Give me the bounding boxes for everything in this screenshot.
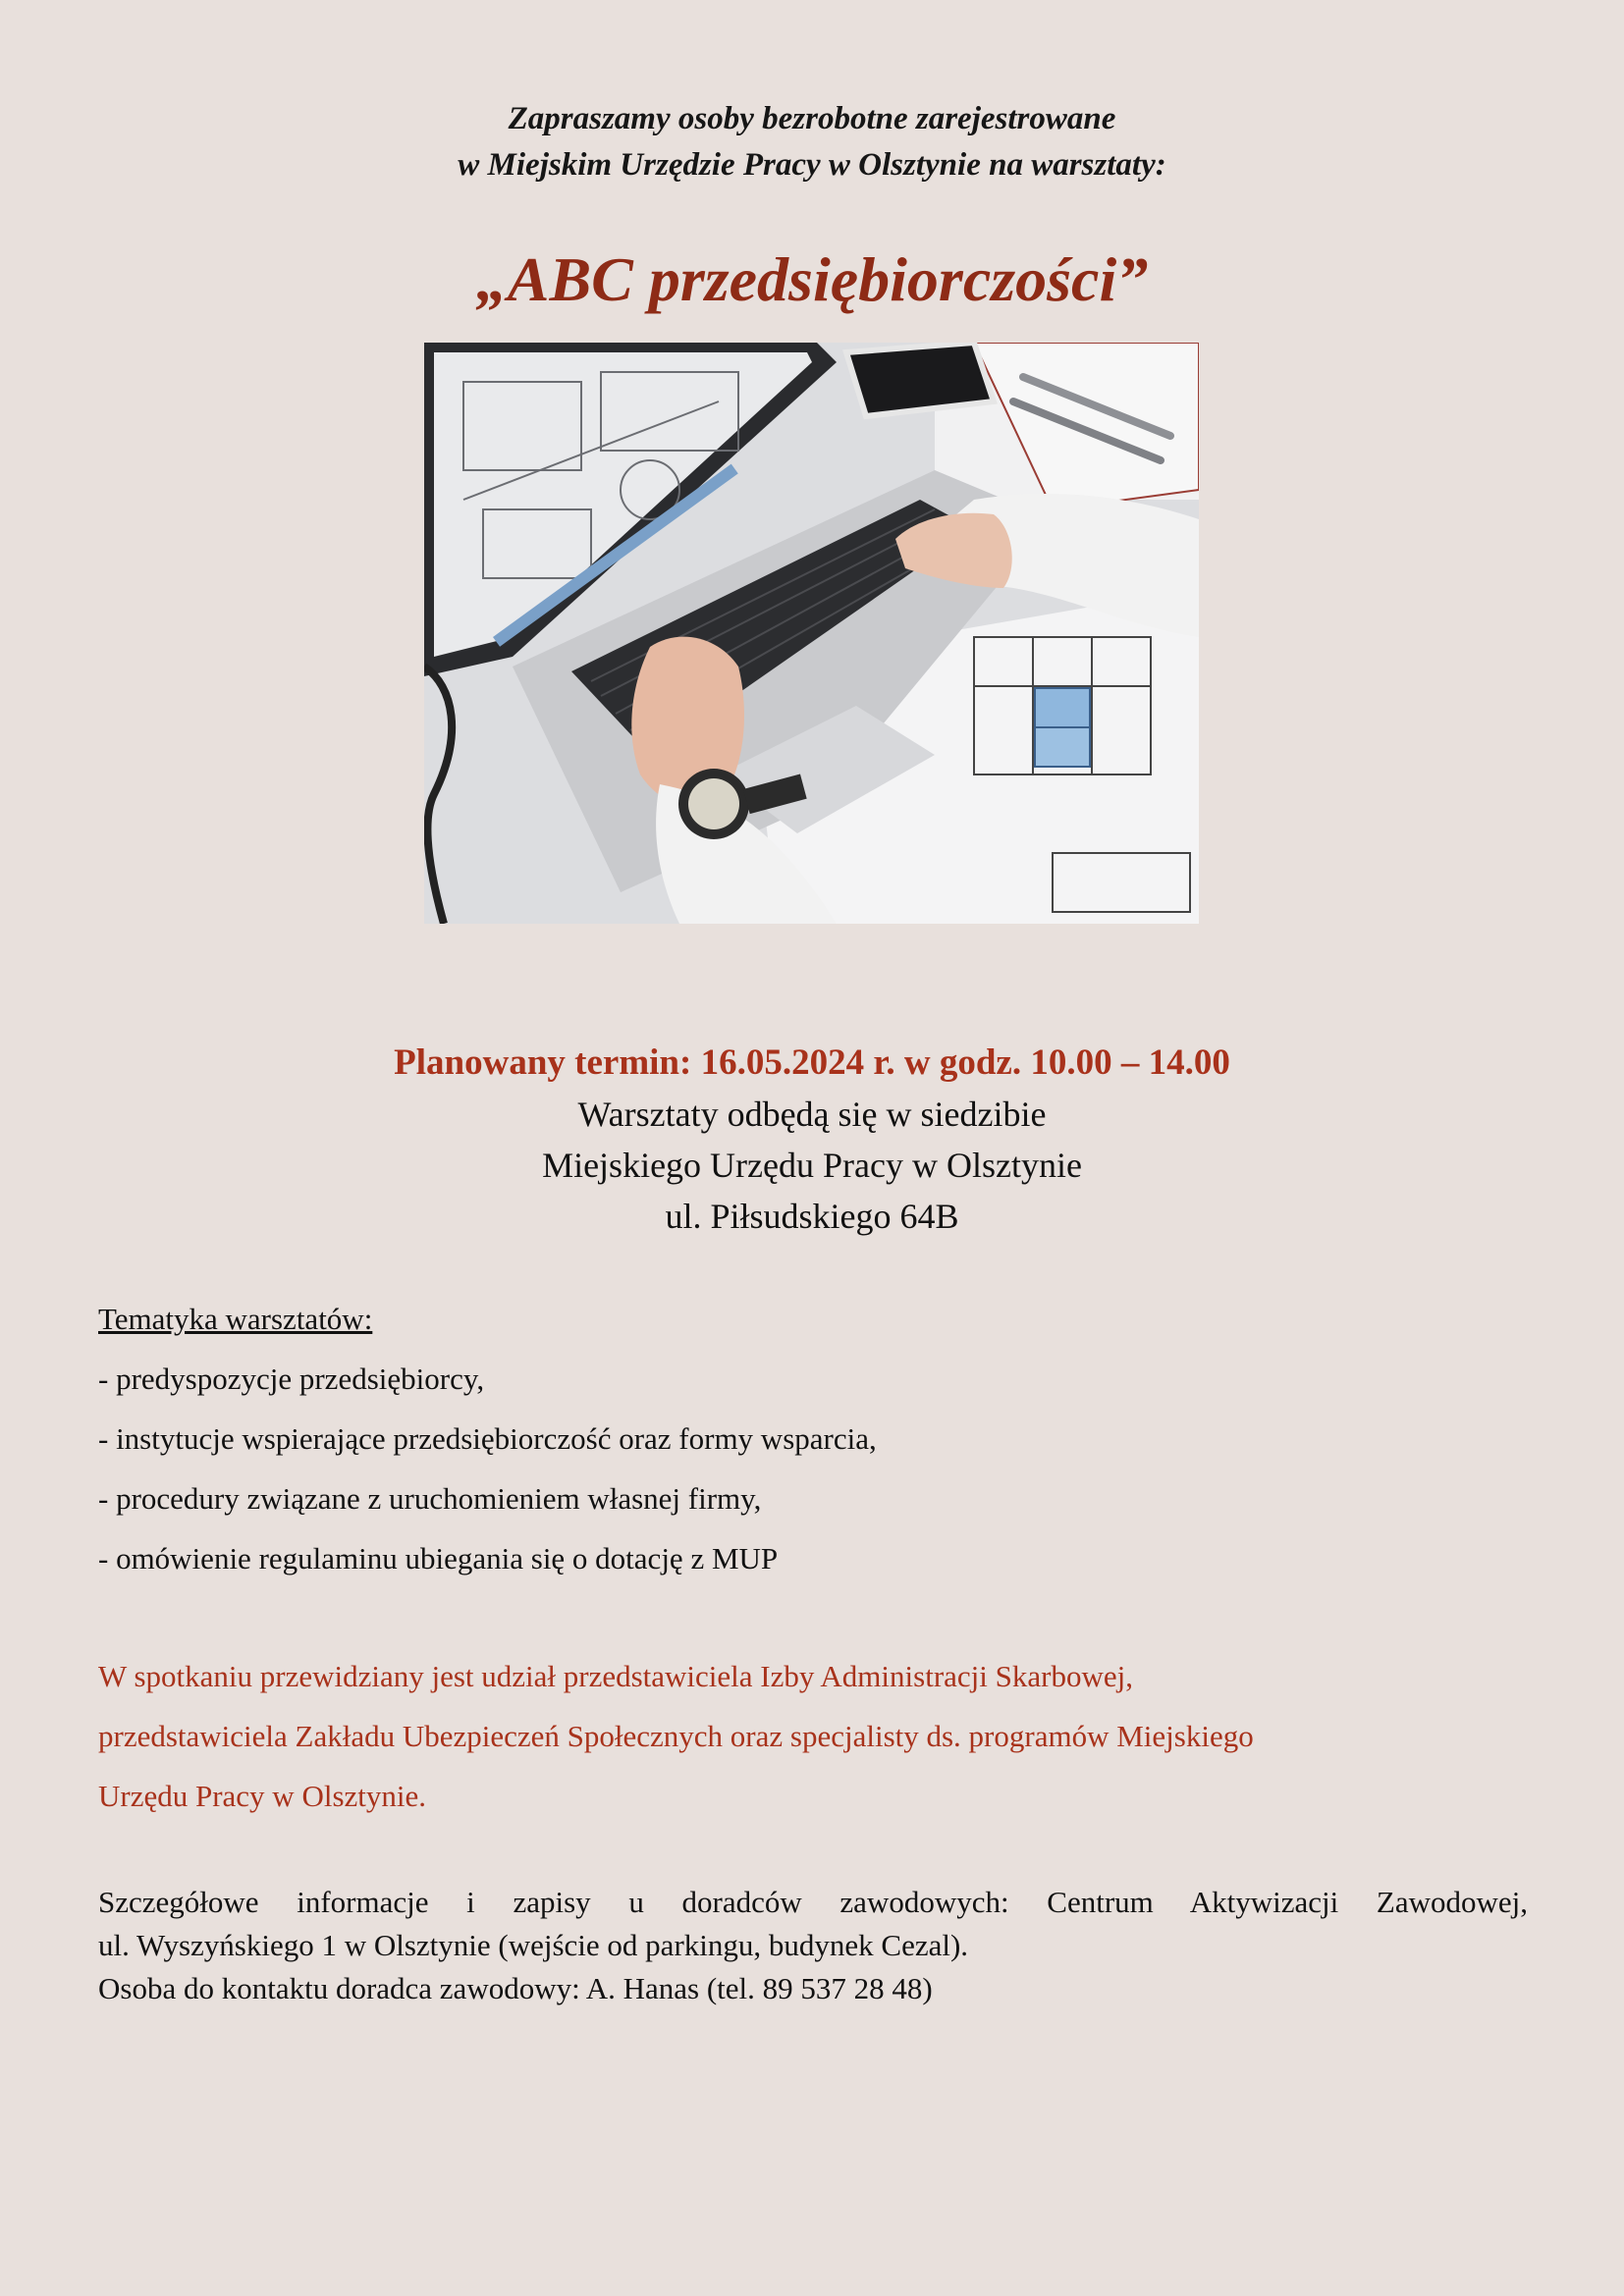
topics-section bbox=[98, 1298, 1532, 1597]
venue-line-2: Miejskiego Urzędu Pracy w Olsztynie bbox=[542, 1146, 1082, 1185]
details-line: ul. Wyszyńskiego 1 w Olsztynie (wejście od parkingu, budynek Cezal). bbox=[98, 1928, 969, 1962]
note-line: przedstawiciela Zakładu Ubezpieczeń Społecznych oraz specjalisty ds. programów Miejskiego bbox=[98, 1719, 1254, 1753]
contact-details bbox=[98, 1881, 1528, 2010]
intro-text bbox=[0, 96, 1624, 188]
intro-line-2: w Miejskim Urzędzie Pracy w Olsztynie na warsztaty: bbox=[458, 147, 1166, 183]
note-line: W spotkaniu przewidziany jest udział przedstawiciela Izby Administracji Skarbowej, bbox=[98, 1659, 1133, 1693]
topic-item: - omówienie regulaminu ubiegania się o dotację z MUP bbox=[98, 1541, 779, 1575]
venue-line-1: Warsztaty odbędą się w siedzibie bbox=[577, 1095, 1047, 1134]
topic-item: - predyspozycje przedsiębiorcy, bbox=[98, 1362, 485, 1396]
intro-line-1: Zapraszamy osoby bezrobotne zarejestrowane bbox=[508, 101, 1116, 136]
planned-term: Planowany termin: 16.05.2024 r. w godz. 10.00 – 14.00 bbox=[394, 1042, 1230, 1083]
schedule-info bbox=[0, 1038, 1624, 1242]
workshop-title: „ABC przedsiębiorczości” bbox=[475, 244, 1149, 314]
topics-heading: Tematyka warsztatów: bbox=[98, 1302, 373, 1336]
note-line: Urzędu Pracy w Olsztynie. bbox=[98, 1779, 427, 1813]
topic-item: - procedury związane z uruchomieniem własnej firmy, bbox=[98, 1481, 762, 1516]
laptop-photo bbox=[424, 343, 1199, 924]
details-line: Szczegółowe informacje i zapisy u doradców zawodowych: Centrum Aktywizacji Zawodowej, bbox=[98, 1885, 1528, 1919]
topic-item: - instytucje wspierające przedsiębiorczość oraz formy wsparcia, bbox=[98, 1421, 877, 1456]
participants-note bbox=[98, 1655, 1532, 1835]
venue-address: ul. Piłsudskiego 64B bbox=[665, 1197, 959, 1236]
contact-person: Osoba do kontaktu doradca zawodowy: A. Hanas (tel. 89 537 28 48) bbox=[98, 1971, 933, 2005]
